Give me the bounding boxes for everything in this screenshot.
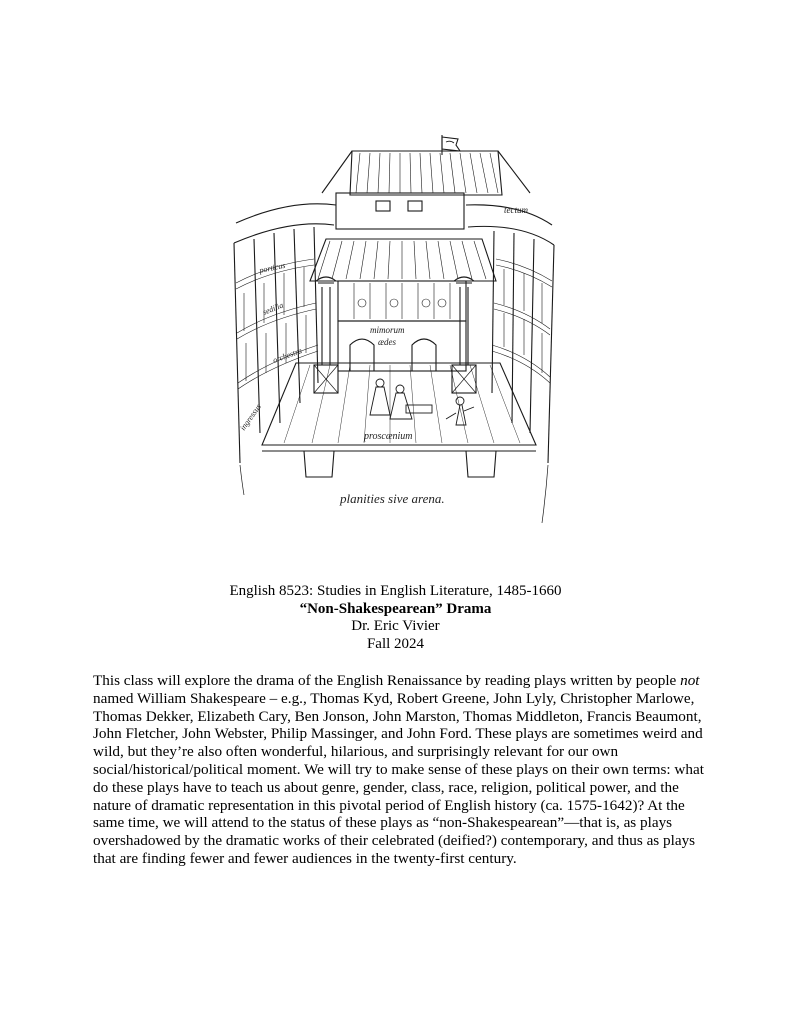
course-number-title: English 8523: Studies in English Literature, 1485-1660 xyxy=(229,583,562,599)
svg-text:proscænium: proscænium xyxy=(364,431,413,442)
term: Fall 2024 xyxy=(366,635,425,652)
emphasis-not: not xyxy=(680,672,700,689)
svg-text:mimorum: mimorum xyxy=(370,325,405,335)
svg-text:tectum: tectum xyxy=(504,205,528,215)
description-part-1: This class will explore the drama of the English Renaissance by reading plays written by people xyxy=(93,672,677,689)
description-part-2: named William Shakespeare – e.g., Thomas Kyd, Robert Greene, John Lyly, Christopher Marlowe, Thomas Dekker, Elizabeth Cary, Ben Jonson, John Marston, Thomas Middleton, Francis Beaumont, John Fletcher, John Webster, Philip Massinger, and John Ford. These plays are sometimes weird and wild, but they’re also often wonderful, hilarious, and surprisingly relevant for our own social/historical/political moment. We will try to make sense of these plays on their own terms: what do these plays have to teach us about genre, gender, class, race, religion, political power, and the nature of dramatic representation in this pivotal period of English history (ca. 1575-1642)? At the same time, we will attend to the status of these plays as “non-Shakespearean”—that is, as plays overshadowed by the dramatic works of their celebrated (deified?) contemporary, and thus as plays that are finding fewer and fewer audiences in the twenty-first century. xyxy=(93,689,704,867)
course-header xyxy=(0,583,791,653)
svg-text:planities sive arena.: planities sive arena. xyxy=(340,491,445,506)
pillar-right xyxy=(452,277,476,393)
flag-icon xyxy=(442,135,460,155)
svg-text:porticus: porticus xyxy=(258,260,287,275)
svg-text:ingressus: ingressus xyxy=(238,402,263,433)
course-subtitle: “Non-Shakespearean” Drama xyxy=(299,600,492,617)
course-description xyxy=(93,672,705,868)
instructor-name: Dr. Eric Vivier xyxy=(351,618,440,634)
svg-text:sedilia: sedilia xyxy=(261,300,285,317)
svg-text:orchestra: orchestra xyxy=(271,346,304,365)
swan-theatre-illustration xyxy=(230,133,560,525)
svg-text:ædes: ædes xyxy=(378,337,396,347)
